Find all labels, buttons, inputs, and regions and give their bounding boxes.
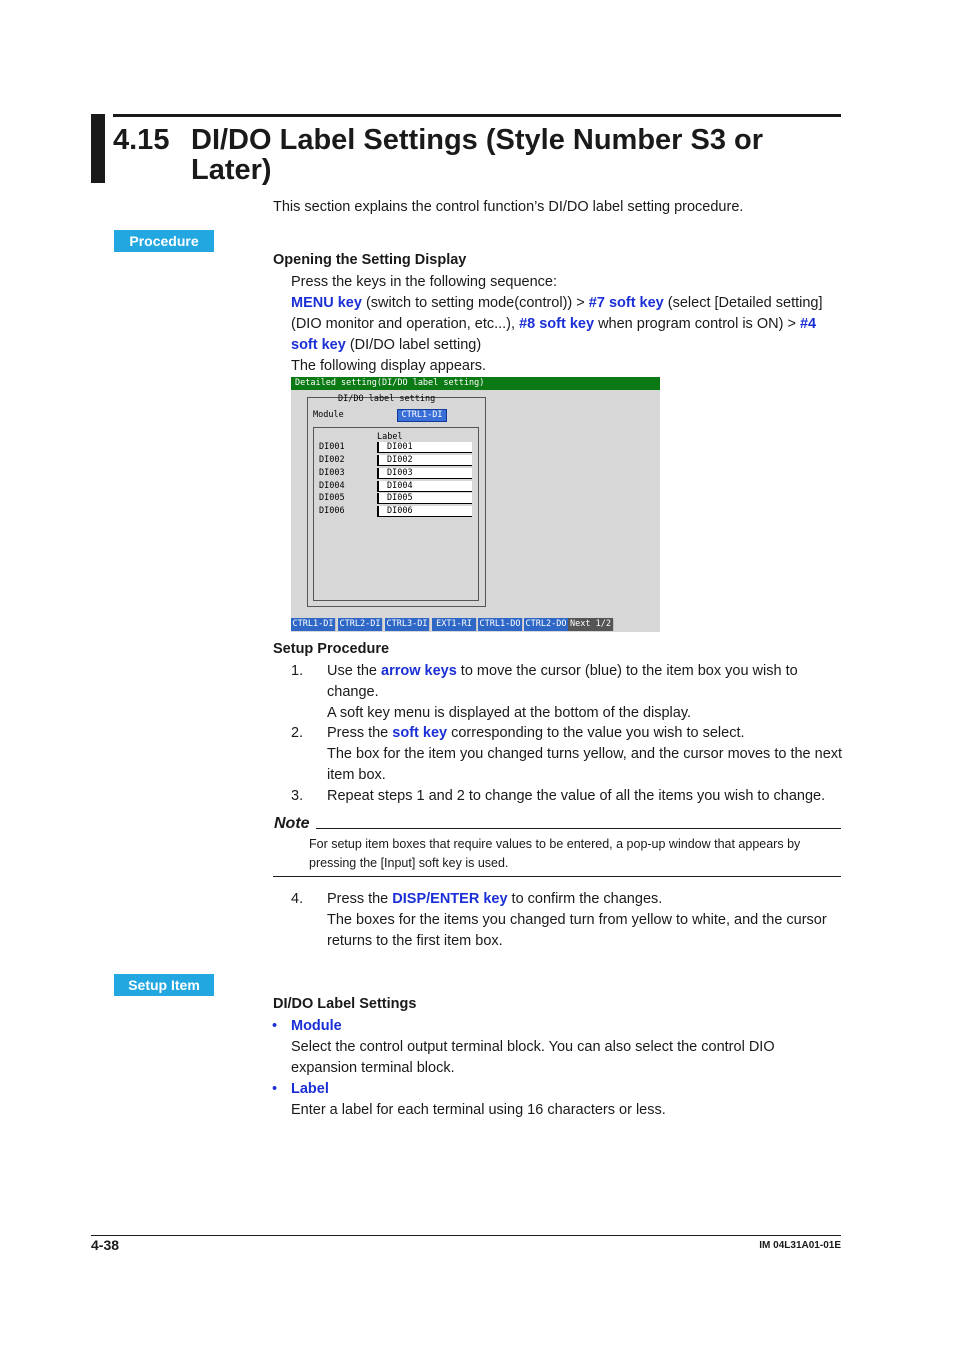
module-item-desc: Select the control output terminal block. You can also select the control DIO expansion terminal block. [291,1039,775,1076]
opening-body [291,272,841,377]
setup-section [273,641,389,657]
disp-enter-key-ref: DISP/ENTER key [392,891,508,907]
menu-key-ref: MENU key [291,295,362,311]
row-name: DI002 [319,455,345,465]
opening-line-4: soft key (DI/DO label setting) [291,337,482,353]
note-rule-top [316,828,841,829]
row-name: DI005 [319,493,345,503]
label-field[interactable]: DI006 [377,506,472,517]
step-1-number: 1. [291,663,304,679]
footer-rule [91,1235,841,1236]
soft-key-8-ref: #8 soft key [519,316,595,332]
module-value-box[interactable]: CTRL1-DI [397,409,447,422]
label-field[interactable]: DI003 [377,468,472,479]
page-title [113,125,763,185]
procedure-tag: Procedure [114,230,214,252]
step-2: Press the soft key corresponding to the value you wish to select. The box for the item you changed turns yellow, and the cursor moves to the next item box. [327,725,843,783]
bullet-icon: • [272,1018,278,1034]
bullet-icon: • [272,1081,278,1097]
header-bar [91,114,105,183]
setup-item-tag: Setup Item [114,974,214,996]
screen-title: Detailed setting(DI/DO label setting) [291,377,660,390]
soft-key-7-ref: #7 soft key [588,295,664,311]
row-name: DI004 [319,481,345,491]
items-section [273,996,416,1012]
title-line-2: Later) [191,154,272,186]
module-label: Module [313,410,344,420]
note-label: Note [274,815,310,832]
arrow-keys-ref: arrow keys [381,663,457,679]
note-text: For setup item boxes that require values to be entered, a pop-up window that appears by pressing the [Input] soft key is used. [309,837,801,870]
softkey-next[interactable]: Next 1/2 [568,618,614,631]
items-heading: DI/DO Label Settings [273,996,417,1012]
opening-line-5: The following display appears. [291,358,487,374]
label-item-title: Label [291,1081,329,1097]
title-line-1: DI/DO Label Settings (Style Number S3 or [191,124,764,156]
label-item-desc: Enter a label for each terminal using 16 characters or less. [291,1102,666,1118]
section-number: 4.15 [113,124,170,156]
step-3-number: 3. [291,788,304,804]
label-field[interactable]: DI001 [377,442,472,453]
softkey-3[interactable]: CTRL3-DI [385,618,430,631]
opening-line-3: (DIO monitor and operation, etc...), #8 soft key when program control is ON) > #4 [291,316,817,332]
recorder-screen [291,377,660,632]
step-1: Use the arrow keys to move the cursor (blue) to the item box you wish to change. A soft key menu is displayed at the bottom of the display. [327,663,798,721]
soft-key-4-ref: #4 [799,316,817,332]
step-4: Press the DISP/ENTER key to confirm the changes. The boxes for the items you changed turn from yellow to white, and the cursor returns to the first item box. [327,891,827,949]
label-field[interactable]: DI002 [377,455,472,466]
intro-text: This section explains the control function’s DI/DO label setting procedure. [273,199,744,215]
step-3: Repeat steps 1 and 2 to change the value of all the items you wish to change. [327,788,826,804]
label-header: Label [377,432,403,442]
doc-number: IM 04L31A01-01E [759,1240,841,1251]
opening-heading: Opening the Setting Display [273,252,467,268]
row-name: DI003 [319,468,345,478]
label-field[interactable]: DI004 [377,481,472,492]
soft-key-ref: soft key [392,725,448,741]
softkey-1[interactable]: CTRL1-DI [291,618,336,631]
page-number: 4-38 [91,1237,120,1253]
row-name: DI006 [319,506,345,516]
header-rule [113,114,841,117]
opening-section [273,252,466,268]
row-name: DI001 [319,442,345,452]
note-rule-bottom [273,876,841,877]
opening-line-1: Press the keys in the following sequence: [291,274,557,290]
label-field[interactable]: DI005 [377,493,472,504]
module-item-title: Module [291,1018,342,1034]
step-4-number: 4. [291,891,304,907]
setup-heading: Setup Procedure [273,641,390,657]
panel-title: DI/DO label setting [338,394,436,404]
opening-line-2: MENU key (switch to setting mode(control)) > #7 soft key (select [Detailed setting] [291,295,823,311]
softkey-2[interactable]: CTRL2-DI [338,618,383,631]
softkey-4[interactable]: EXT1-RI [432,618,477,631]
softkey-5[interactable]: CTRL1-DO [478,618,523,631]
softkey-6[interactable]: CTRL2-DO [524,618,569,631]
step-2-number: 2. [291,725,304,741]
